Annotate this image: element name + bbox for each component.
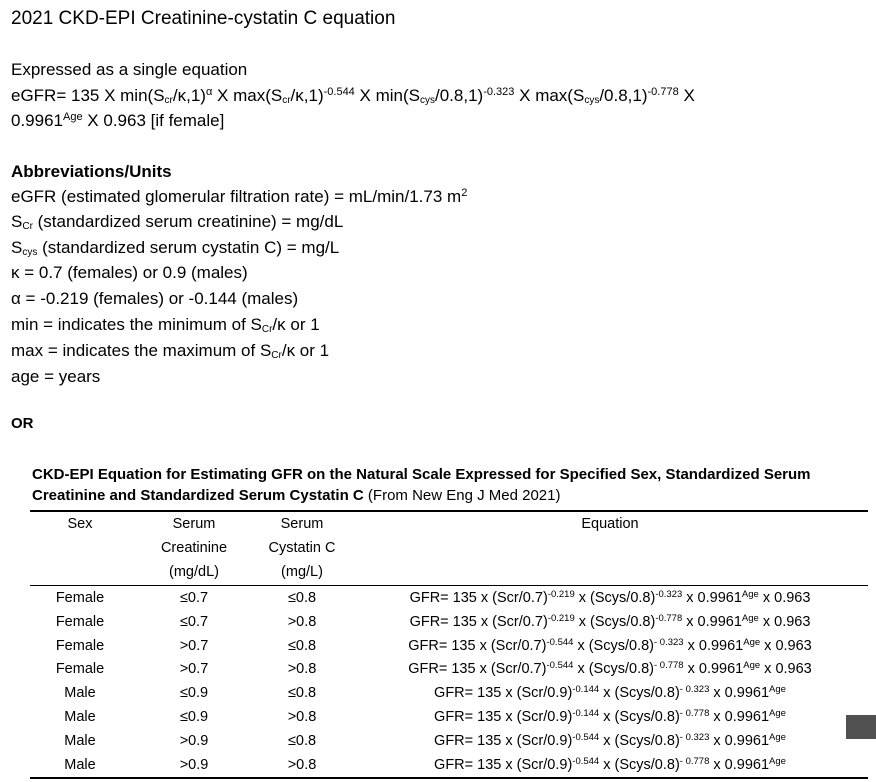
cell-cystatin: ≤0.8 [287,685,317,702]
header-sex: Sex [67,516,93,532]
cell-equation: GFR= 135 x $(Scr/0.7)^{-0.219}$ x (Scys/0.8)$^{-0.323}$ x $0.9961^{Age}$ x 0.963 [409,589,811,606]
cell-cystatin: >0.8 [287,661,317,678]
abbrev-min: min = indicates the minimum of $S_{Cr}/\kappa$ or 1 [11,315,320,335]
cell-equation: GFR= 135 x $(Scr/0.7)^{-0.219}$ x (Scys/0.8)$^{-0.778}$ x $0.9961^{Age}$ x 0.963 [409,612,811,630]
cell-equation: GFR= 135 x $(Scr/0.9)^{-0.544}$ x (Scys/0.8)$^{- 0.323}$ x $0.9961^{Age}$ [434,731,786,749]
cell-sex: Female [55,613,105,630]
gray-marker [846,715,876,739]
cell-creatinine: ≤0.7 [179,613,209,630]
cell-equation: GFR= 135 x $(Scr/0.9)^{-0.144}$ x (Scys/0.8)$^{- 0.323}$ x $0.9961^{Age}$ [434,684,786,702]
cell-creatinine: ≤0.9 [179,685,209,702]
cell-cystatin: >0.8 [287,709,317,725]
abbrev-scys: $S_{cys}$ (standardized serum cystatin C) = mg/L [11,238,340,258]
header-serum-creatinine: Serum Creatinine (mg/dL) [160,516,228,580]
cell-cystatin: >0.8 [287,613,317,630]
header-serum-cystatin: Serum Cystatin C (mg/L) [268,516,336,580]
header-equation: Equation [581,516,639,532]
table-bottom-rule [30,777,868,779]
cell-cystatin: ≤0.8 [287,590,317,606]
cell-sex: Female [55,661,105,678]
cell-creatinine: >0.7 [179,637,209,654]
equation-line-2: $0.9961^{Age}$ X 0.963 [if female] [11,111,225,130]
or-separator: OR [11,415,34,432]
cell-equation: GFR= 135 x $(Scr/0.9)^{-0.544}$ x (Scys/0.8)$^{- 0.778}$ x $0.9961^{Age}$ [434,755,786,773]
abbrev-egfr: eGFR (estimated glomerular filtration rate) = mL/min/1.73 $m^2$ [11,187,468,206]
cell-sex: Male [64,709,96,725]
abbrev-age: age = years [11,367,101,386]
cell-equation: GFR= 135 x $(Scr/0.7)^{-0.544}$ x (Scys/0.8)$^{- 0.778}$ x $0.9961^{Age}$ x 0.963 [408,660,812,678]
abbreviations-heading: Abbreviations/Units [11,162,172,181]
cell-sex: Female [55,590,105,606]
cell-cystatin: ≤0.8 [287,732,317,749]
abbrev-kappa: κ = 0.7 (females) or 0.9 (males) [11,263,248,282]
cell-equation: GFR= 135 x $(Scr/0.9)^{-0.144}$ x (Scys/0.8)$^{- 0.778}$ x $0.9961^{Age}$ [434,708,786,725]
abbrev-scr: $S_{Cr}$ (standardized serum creatinine) = mg/dL [11,212,344,232]
equation-intro: Expressed as a single equation [11,60,248,79]
cell-creatinine: >0.9 [179,732,209,749]
cell-cystatin: >0.8 [287,756,317,773]
abbrev-max: max = indicates the maximum of $S_{Cr}/\kappa$ or 1 [11,341,330,361]
cell-equation: GFR= 135 x $(Scr/0.7)^{-0.544}$ x (Scys/0.8)$^{- 0.323}$ x $0.9961^{Age}$ x 0.963 [408,636,812,654]
page-title: 2021 CKD-EPI Creatinine-cystatin C equation [11,8,396,29]
cell-cystatin: ≤0.8 [287,637,317,654]
table-caption: CKD-EPI Equation for Estimating GFR on the Natural Scale Expressed for Specified Sex, Standardized Serum Creatinine and Standardized Serum Cystatin C (From New Eng J Med 2021) [32,466,811,504]
cell-creatinine: ≤0.7 [179,590,209,606]
cell-sex: Male [64,732,96,749]
cell-sex: Male [64,756,96,773]
cell-creatinine: >0.9 [179,756,209,773]
cell-sex: Male [64,685,96,702]
equation-line-1: eGFR= 135 X $\min(S_{cr}/\kappa,1)^\alpha$ X $\max(S_{cr}/\kappa,1)^{-0.544}$ X $\min(S_{cys}/0.8,1)^{-0.323}$ X $\max(S_{cys}/0.8,1)^{-0.778}$ X [11,86,695,106]
abbrev-alpha: α = -0.219 (females) or -0.144 (males) [11,289,299,308]
cell-sex: Female [55,637,105,654]
cell-creatinine: >0.7 [179,661,209,678]
cell-creatinine: ≤0.9 [179,709,209,725]
